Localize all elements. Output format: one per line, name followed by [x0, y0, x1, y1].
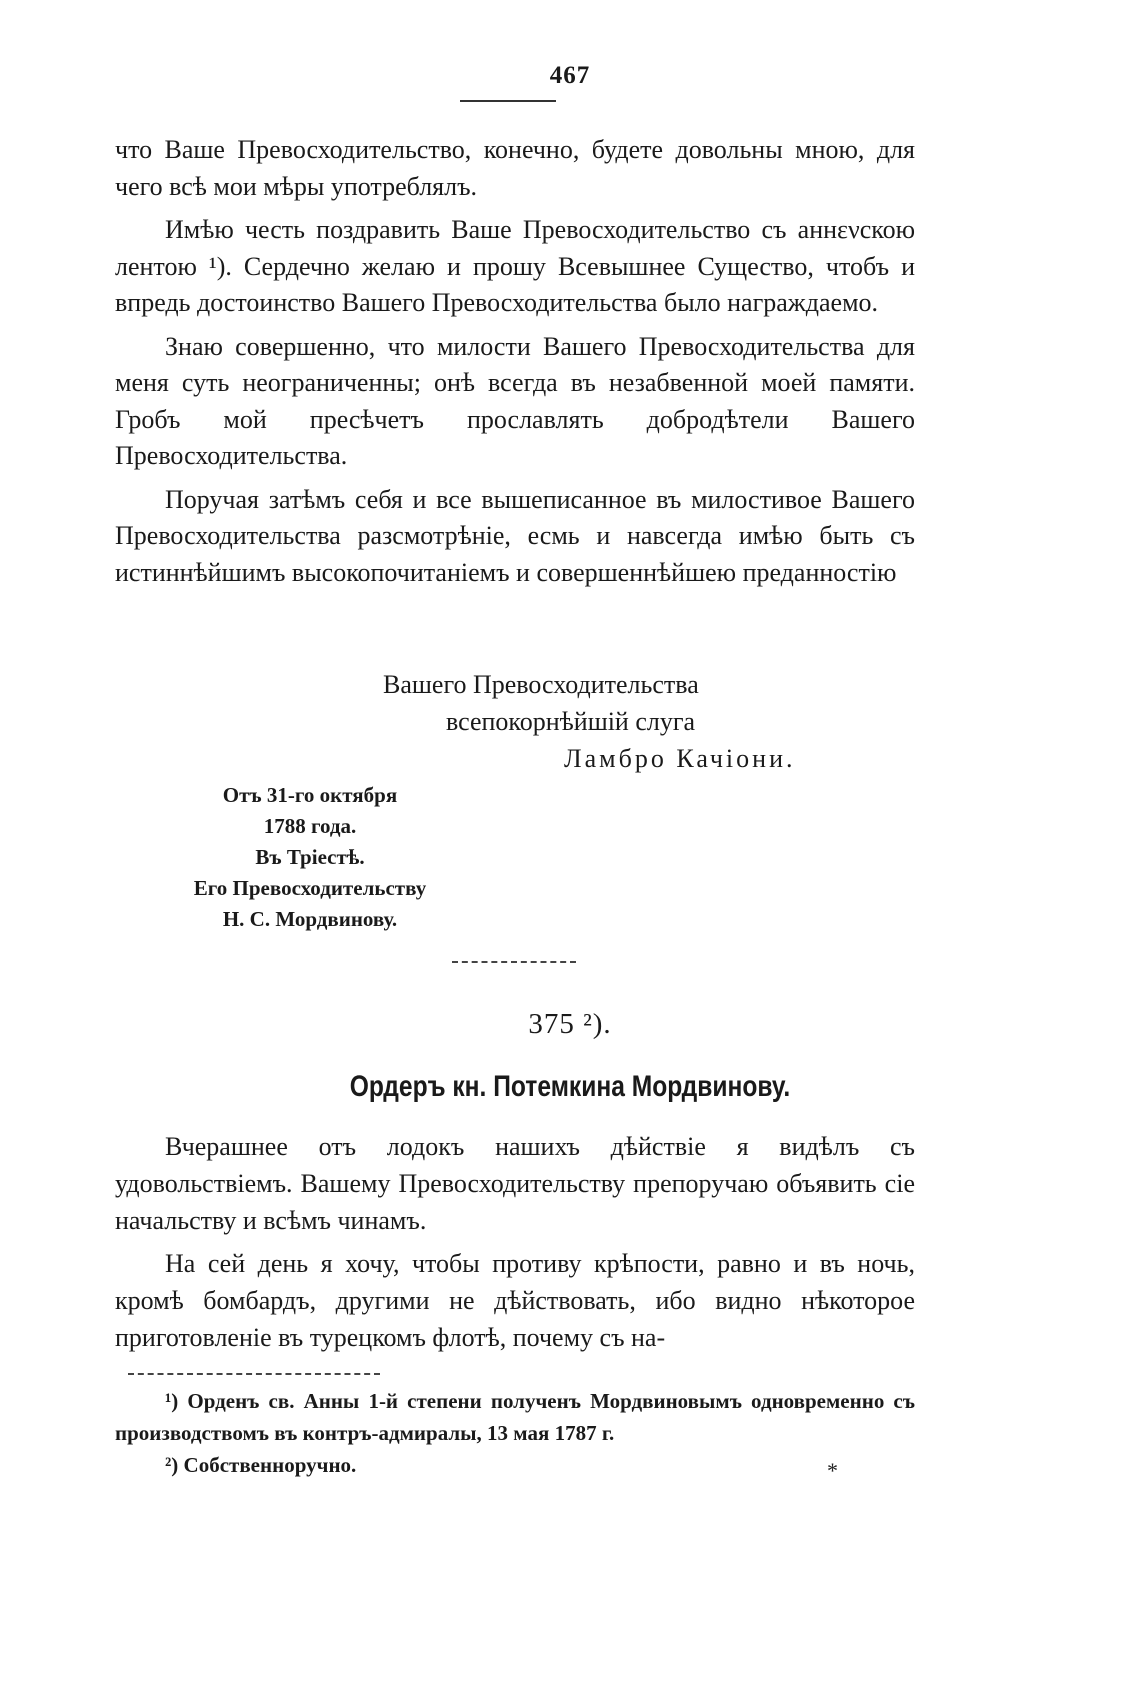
paragraph-2: Имѣю честь поздравить Ваше Превосходительство съ аннενскою лентою ¹). Сердечно желаю и прошу Всевышнее Существо, чтобъ и впредь достоинство Вашего Превосходительства было награждаемо.	[115, 215, 915, 317]
page-number-underline	[460, 100, 556, 102]
signature-name: Ламбро Качіони.	[564, 744, 796, 773]
paragraph-4: Поручая затѣмъ себя и все вышеписанное въ милостивое Вашего Превосходительства разсмотрѣніе, есмь и навсегда имѣю быть съ истиннѣйшимъ высокопочитаніемъ и совершеннѣйшею преданностію	[115, 484, 915, 587]
footnote-rule	[128, 1373, 380, 1375]
order-body	[115, 1128, 915, 1362]
section-separator	[452, 961, 576, 963]
order-paragraph-2: На сей день я хочу, чтобы противу крѣпости, равно и въ ночь, кромѣ бомбардъ, другими не дѣйствовать, ибо видно нѣкоторое приготовленіе въ турецкомъ флотѣ, почему съ на-	[115, 1249, 915, 1352]
dateline-addressee-name: Н. С. Мордвинову.	[222, 907, 398, 931]
paragraph-1: что Ваше Превосходительство, конечно, будете довольны мною, для чего всѣ мои мѣры употреблялъ.	[115, 135, 915, 201]
dateline-addressee-title: Его Превосходительству	[193, 876, 427, 900]
stray-mark: *	[827, 1458, 838, 1483]
footnotes	[115, 1385, 915, 1481]
document-title: Ордеръ кн. Потемкина Мордвинову.	[349, 1070, 791, 1103]
dateline-date: Отъ 31-го октября	[222, 783, 398, 807]
order-paragraph-1: Вчерашнее отъ лодокъ нашихъ дѣйствіе я видѣлъ съ удовольствіемъ. Вашему Превосходительству препоручаю объявить сіе начальству и всѣмъ чинамъ.	[115, 1132, 915, 1235]
paragraph-3: Знаю совершенно, что милости Вашего Превосходительства для меня суть неограниченны; онѣ всегда въ незабвенной моей памяти. Гробъ мой пресѣчетъ прославлять добродѣтели Вашего Превосходительства.	[115, 331, 915, 470]
page-number: 467	[549, 62, 591, 89]
dateline	[110, 780, 510, 935]
dateline-year: 1788 года.	[263, 814, 357, 838]
letter-body	[115, 132, 915, 598]
footnote-1: ¹) Орденъ св. Анны 1-й степени полученъ Мордвиновымъ одновременно съ производствомъ въ контръ-адмиралы, 13 мая 1787 г.	[115, 1389, 915, 1445]
dateline-place: Въ Тріестѣ.	[255, 845, 365, 869]
document-number: 375 ²).	[528, 1008, 612, 1040]
signature-line-2: всепокорнѣйшій слуга	[446, 707, 696, 736]
footnote-2: ²) Собственноручно.	[165, 1453, 357, 1477]
signature-line-1: Вашего Превосходительства	[383, 670, 699, 699]
